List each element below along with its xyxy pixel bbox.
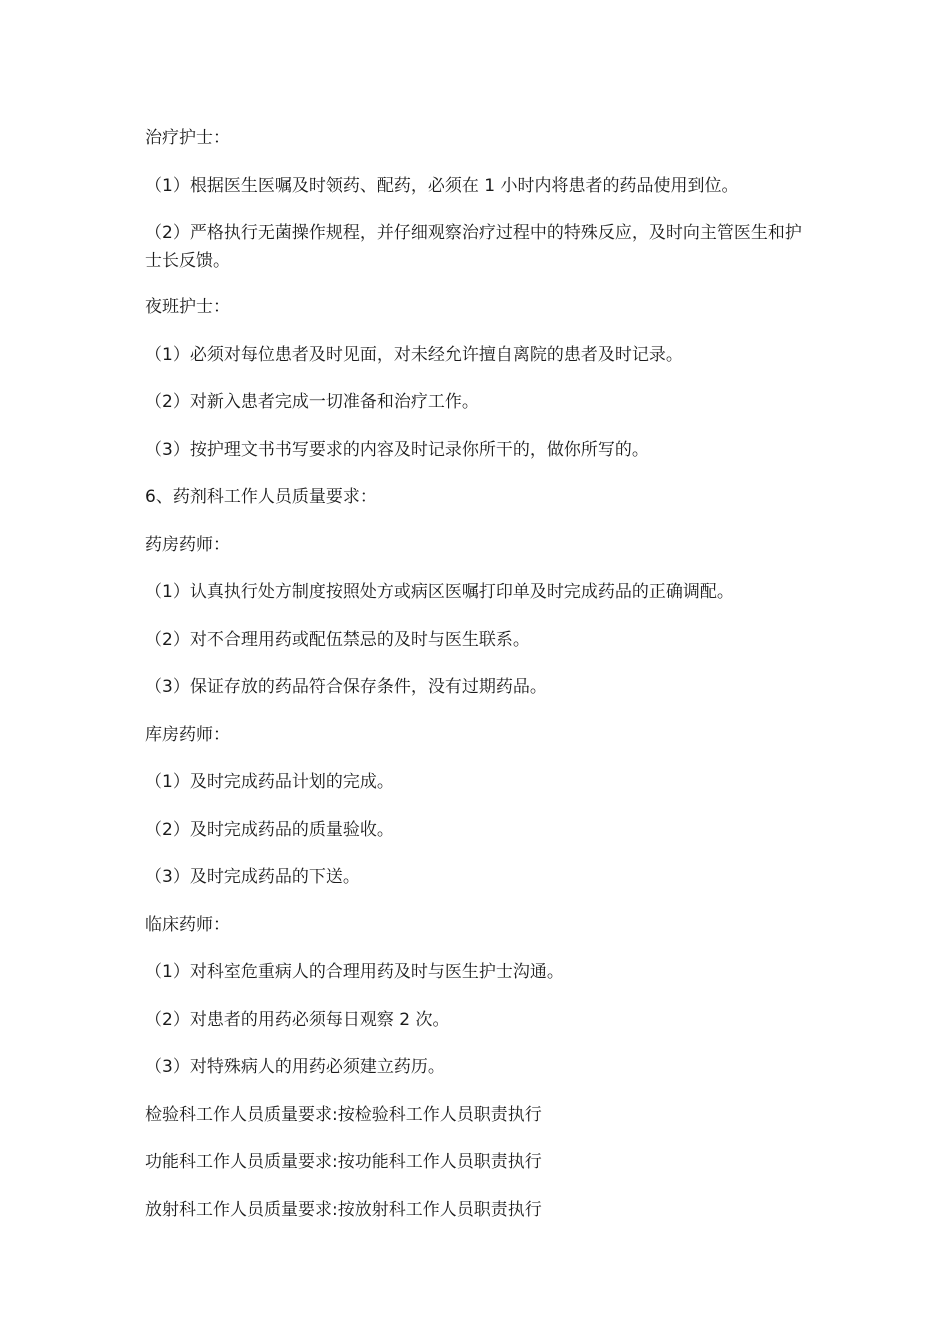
list-item: （2）及时完成药品的质量验收。 [145, 819, 394, 840]
list-item: （2）严格执行无菌操作规程，并仔细观察治疗过程中的特殊反应，及时向主管医生和护士长反馈。 [145, 223, 802, 271]
section-heading-dispensary-pharmacist: 药房药师： [145, 534, 230, 555]
list-item: （3）保证存放的药品符合保存条件，没有过期药品。 [145, 677, 547, 697]
list-item: （2）对患者的用药必须每日观察 2 次。 [145, 1009, 450, 1030]
list-item: （2）对新入患者完成一切准备和治疗工作。 [145, 392, 479, 412]
list-item: （2）对不合理用药或配伍禁忌的及时与医生联系。 [145, 629, 530, 650]
list-item: （1）必须对每位患者及时见面，对未经允许擅自离院的患者及时记录。 [145, 344, 683, 365]
section-heading-clinical-pharmacist: 临床药师： [145, 914, 230, 935]
section-heading-treatment-nurse: 治疗护士： [145, 128, 230, 148]
list-item: （3）对特殊病人的用药必须建立药历。 [145, 1057, 445, 1077]
section-heading-pharmacy: 6、药剂科工作人员质量要求： [145, 487, 377, 507]
list-item: （1）认真执行处方制度按照处方或病区医嘱打印单及时完成药品的正确调配。 [145, 582, 734, 602]
radiology-requirement: 放射科工作人员质量要求:按放射科工作人员职责执行 [145, 1199, 542, 1220]
lab-requirement: 检验科工作人员质量要求:按检验科工作人员职责执行 [145, 1104, 542, 1125]
list-item: （1）根据医生医嘱及时领药、配药，必须在 1 小时内将患者的药品使用到位。 [145, 175, 739, 196]
section-heading-night-nurse: 夜班护士： [145, 297, 230, 317]
functional-dept-requirement: 功能科工作人员质量要求:按功能科工作人员职责执行 [145, 1152, 542, 1172]
list-item: （1）对科室危重病人的合理用药及时与医生护士沟通。 [145, 962, 564, 982]
list-item: （1）及时完成药品计划的完成。 [145, 772, 394, 792]
section-heading-storeroom-pharmacist: 库房药师： [145, 724, 230, 745]
list-item: （3）按护理文书书写要求的内容及时记录你所干的，做你所写的。 [145, 439, 649, 460]
document-body [145, 124, 810, 1243]
list-item: （3）及时完成药品的下送。 [145, 867, 360, 887]
